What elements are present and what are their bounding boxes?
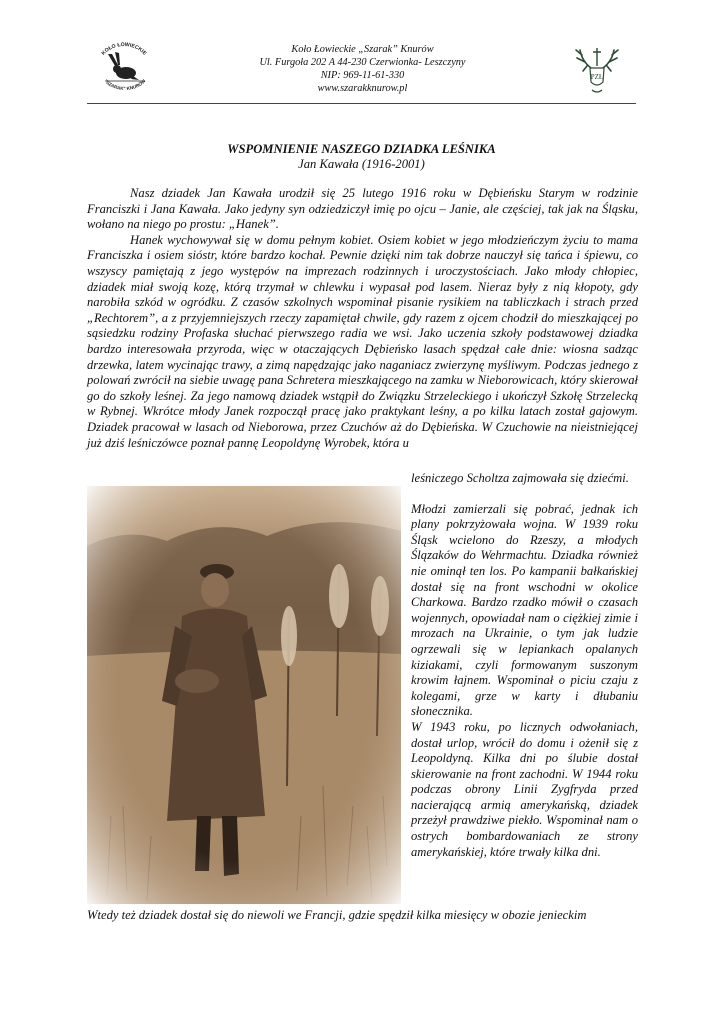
logo-text-bottom: "SZARAK" KNURÓW bbox=[103, 78, 147, 92]
pzl-text: PZŁ bbox=[590, 73, 604, 81]
org-address: Ul. Furgoła 202 A 44-230 Czerwionka- Leszczyny bbox=[259, 57, 466, 68]
org-name: Koło Łowieckie „Szarak” Knurów bbox=[291, 44, 434, 55]
paragraph-birth: Nasz dziadek Jan Kawała urodził się 25 lutego 1916 roku w Dębieńsku Starym w rodzinie Franciszki i Jana Kawała. Jako jedyny syn odziedziczył imię po ojcu – Janie, ale częściej, tak jak na Śląsku, wołano na niego po prostu: „Hanek”. bbox=[87, 186, 638, 232]
svg-text:KOŁO ŁOWIECKIE bbox=[101, 42, 148, 57]
svg-text:"SZARAK" KNURÓW bbox=[104, 78, 147, 91]
header-divider bbox=[87, 103, 636, 104]
article-subtitle: Jan Kawała (1916-2001) bbox=[298, 157, 425, 171]
logo-text-top: KOŁO ŁOWIECKIE bbox=[100, 41, 148, 57]
org-website[interactable]: www.szarakknurow.pl bbox=[317, 83, 408, 94]
organization-header bbox=[190, 43, 535, 95]
paragraph-wedding-front: W 1943 roku, po licznych odwołaniach, dostał urlop, wrócił do domu i ożenił się z Leopoldyną. Kilka dni po ślubie dostał skierowanie na front zachodni. W 1944 roku podczas obrony Linii Zygfryda przed nacierającą armią amerykańską, dziadek przeżył prawdziwe piekło. Wspominał nam o ostrych bombardowaniach ze strony amerykańskiej, które trwały kilka dni. bbox=[411, 719, 638, 859]
paragraph-war: Młodzi zamierzali się pobrać, jednak ich plany pokrzyżowała wojna. W 1939 roku Śląsk wcielono do Rzeszy, a młodych Ślązaków do Wehrmachtu. Dziadka również nie ominął ten los. Po kampanii bałkańskiej dostał się na front wschodni w okolice Charkowa. Bardzo rzadko mówił o czasach wojennych, opowiadał nam o ciężkiej zimie i mrozach na Ukrainie, o tym jak ludzie ogrzewali się w lepiankach opalanych kiziakami, czyli formowanym suszonym krowim łajnem. Wspominał o piciu czaju z kolegami, grze w karty i dłubaniu słonecznika. bbox=[411, 501, 638, 719]
article-body-top bbox=[87, 186, 638, 451]
paragraph-youth-continued: leśniczego Scholtza zajmowała się dziećmi. bbox=[411, 471, 629, 485]
historical-photo bbox=[87, 486, 401, 904]
org-nip: NIP: 969-11-61-330 bbox=[320, 70, 405, 81]
article-title: WSPOMNIENIE NASZEGO DZIADKA LEŚNIKA bbox=[227, 142, 496, 156]
hare-icon bbox=[108, 52, 139, 80]
hunting-club-logo bbox=[93, 40, 155, 92]
article-body-right-column bbox=[411, 471, 638, 860]
pzl-emblem-logo bbox=[572, 38, 622, 96]
paragraph-youth: Hanek wychowywał się w domu pełnym kobiet. Osiem kobiet w jego młodzieńczym życiu to mama Franciszka i osiem sióstr, które bardzo kochał. Pewnie dzięki nim tak dobrze nauczył się tańca i śpiewu, co wszyscy pamiętają z jego występów na imprezach rodzinnych i uroczystościach. Jako młody chłopiec, dziadek miał swoją kozę, którą trzymał w chlewku i wypasał pod lasem. Nieraz były z nią kłopoty, gdy narobiła szkód w ogródku. Z czasów szkolnych wspominał pisanie rysikiem na tabliczkach i strach przed „Rechtorem”, a z przyjemniejszych rzeczy zapamiętał chwile, gdy razem z ojcem chodził do mieszkającej po sąsiedzku rodziny Profaska słuchać pierwszego radia we wsi. Jako uczenia szkoły podstawowej dziadka bardzo interesowała przyroda, więc w otaczających Dębieńsko lasach spędzał całe dnie: wiosna sadząc drzewka, latem wycinając trawy, a zimą napędzając jako naganiacz zwierzynę myśliwym. Podczas jednego z polowań zwrócił na siebie uwagę pana Schretera mieszkającego na zamku w Nieborowicach, który skierował go do szkoły leśnej. Za jego namową dziadek wstąpił do Związku Strzeleckiego i ukończył Szkołę Strzelecką w Rybnej. Wkrótce młody Janek rozpoczął pracę jako praktykant leśny, a po kilku latach został gajowym. Dziadek pracował w lasach od Nieborowa, przez Czuchów aż do Dębieńska. W Czuchowie na nieistniejącej już dziś leśniczówce poznał pannę Leopoldynę Wyrobek, która u bbox=[87, 232, 638, 450]
paragraph-captivity-line: Wtedy też dziadek dostał się do niewoli we Francji, gdzie spędził kilka miesięcy w obozie jenieckim bbox=[87, 908, 587, 922]
